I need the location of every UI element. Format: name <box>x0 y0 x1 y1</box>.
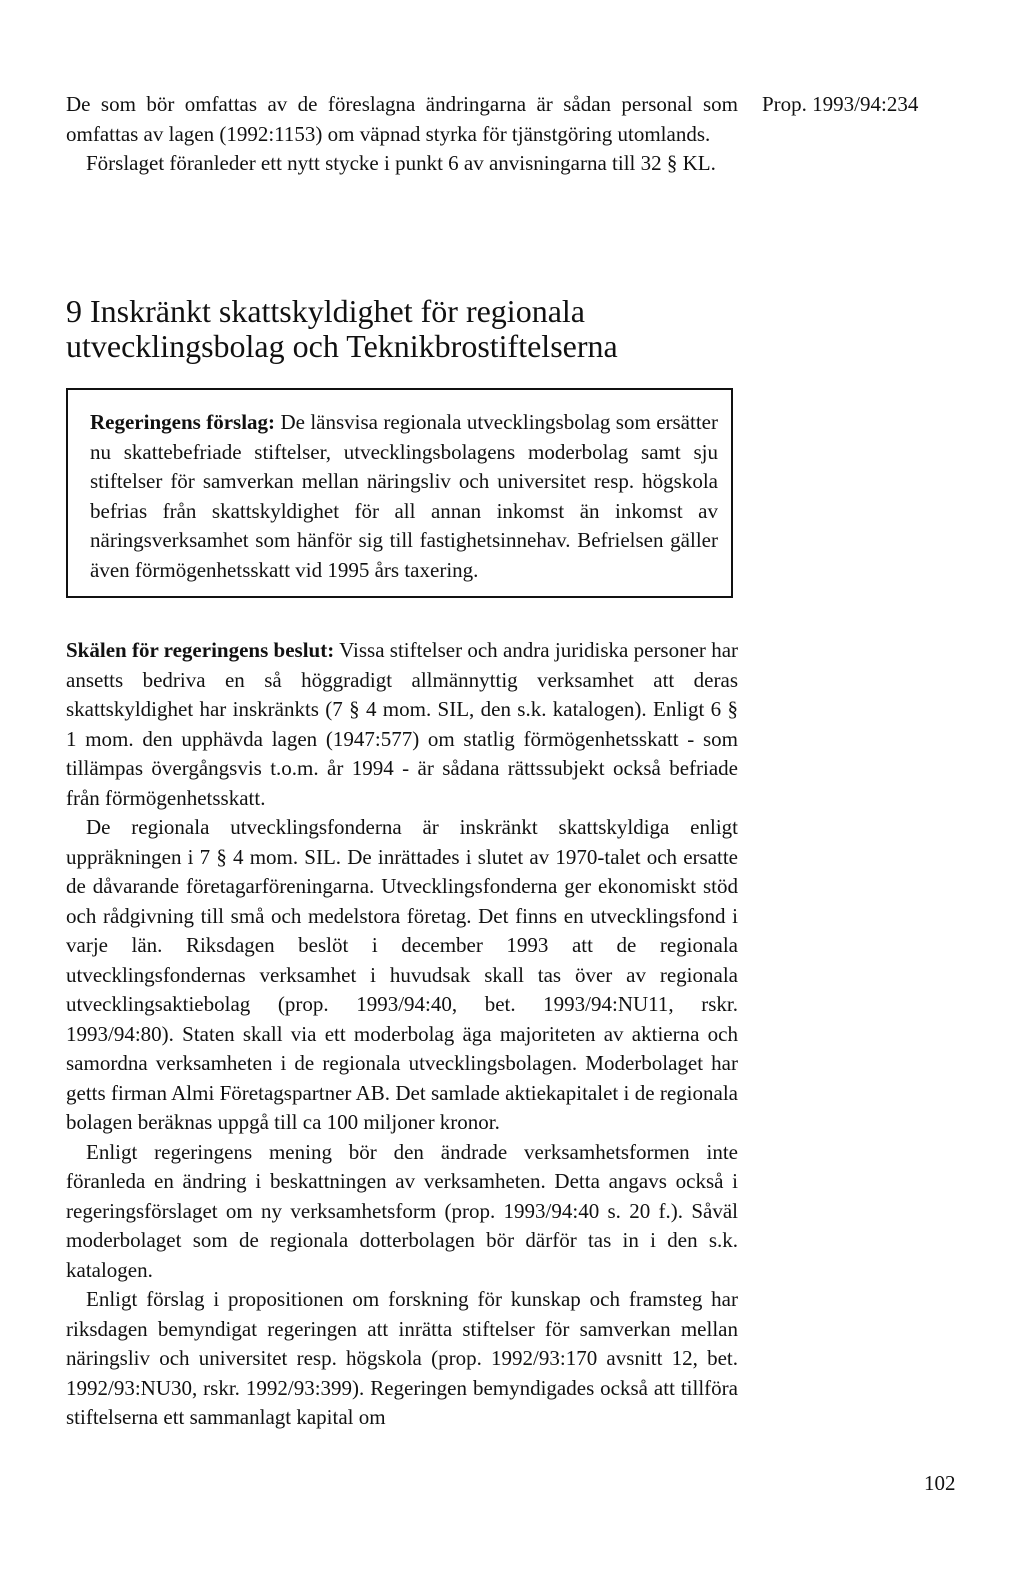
government-proposal-box <box>66 388 733 598</box>
proposal-lead: Regeringens förslag: <box>90 410 276 434</box>
intro-paragraph: Förslaget föranleder ett nytt stycke i punkt 6 av anvisningarna till 32 § KL. <box>86 151 716 175</box>
reasons-section <box>66 636 738 1433</box>
proposal-text: De länsvisa regionala utvecklingsbolag som ersätter nu skattebefriade stiftelser, utvecklingsbolagens moderbolag samt sju stiftelser för samverkan mellan näringsliv och universitet resp. högskola befrias från skattskyldighet för all annan inkomst än inkomst av näringsverksamhet som hänför sig till fastighetsinnehav. Befrielsen gäller även förmögenhetsskatt vid 1995 års taxering. <box>90 410 718 582</box>
reasons-text: Vissa stiftelser och andra juridiska personer har ansetts bedriva en så höggradigt allmännyttig verksamhet att deras skattskyldighet har inskränkts (7 § 4 mom. SIL, den s.k. katalogen). Enligt 6 § 1 mom. den upphävda lagen (1947:577) om statlig förmögenhetsskatt - som tillämpas övergångsvis t.o.m. år 1994 - är sådana rättssubjekt också befriade från förmögenhetsskatt. <box>66 638 739 810</box>
reasons-lead: Skälen för regeringens beslut: <box>66 638 335 662</box>
body-paragraph: Enligt förslag i propositionen om forskning för kunskap och framsteg har riksdagen bemyndigat regeringen att inrätta stiftelser för samverkan mellan näringsliv och universitet resp. högskola (prop. 1992/93:170 avsnitt 12, bet. 1992/93:NU30, rskr. 1992/93:399). Regeringen bemyndigades också att tillföra stiftelserna ett sammanlagt kapital om <box>66 1287 738 1429</box>
proposal-content <box>90 408 718 585</box>
proposition-reference: Prop. 1993/94:234 <box>762 92 919 116</box>
section-heading: 9 Inskränkt skattskyldighet för regionala utvecklingsbolag och Teknikbrostiftelserna <box>66 293 618 364</box>
body-paragraph: Enligt regeringens mening bör den ändrade verksamhetsformen inte föranleda en ändring i beskattningen av verksamheten. Detta angavs också i regeringsförslaget om ny verksamhetsform (prop. 1993/94:40 s. 20 f.). Såväl moderbolaget som de regionala dotterbolagen bör därför tas in i den s.k. katalogen. <box>66 1139 738 1282</box>
intro-paragraph: De som bör omfattas av de föreslagna ändringarna är sådan personal som omfattas av lagen (1992:1153) om väpnad styrka för tjänstgöring utomlands. <box>66 92 738 146</box>
body-paragraph <box>66 636 738 813</box>
page-number: 102 <box>924 1471 956 1495</box>
body-paragraph: De regionala utvecklingsfonderna är inskränkt skattskyldiga enligt uppräkningen i 7 § 4 mom. SIL. De inrättades i slutet av 1970-talet och ersatte de dåvarande företagarföreningarna. Utvecklingsfonderna ger ekonomiskt stöd och rådgivning till små och medelstora företag. Det finns en utvecklingsfond i varje län. Riksdagen beslöt i december 1993 att de regionala utvecklingsfondernas verksamhet i huvudsak skall tas över av regionala utvecklingsaktiebolag (prop. 1993/94:40, bet. 1993/94:NU11, rskr. 1993/94:80). Staten skall via ett moderbolag äga majoriteten av aktierna och samordna verksamheten i de regionala utvecklingsbolagen. Moderbolaget har getts firman Almi Företagspartner AB. Det samlade aktiekapitalet i de regionala bolagen beräknas uppgå till ca 100 miljoner kronor. <box>66 815 738 1134</box>
proposal-paragraph <box>90 408 718 585</box>
intro-text <box>66 90 738 179</box>
